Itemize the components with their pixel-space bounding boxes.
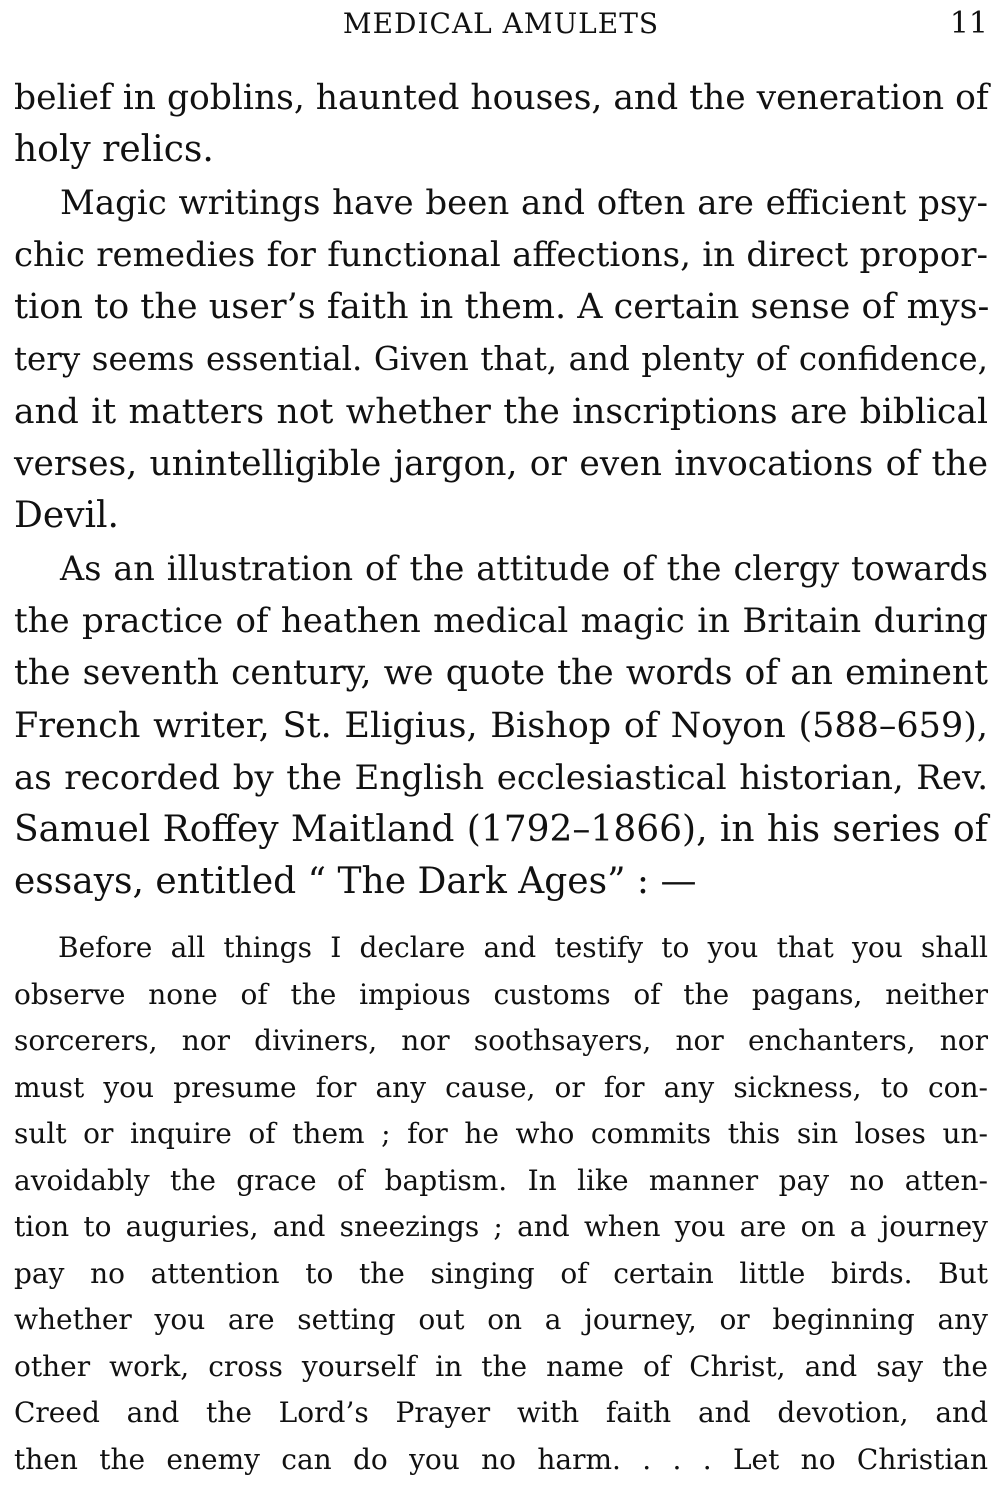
text-line: holy relics.	[14, 129, 214, 171]
quote-line: Before all things I declare and testify to you that you shall	[58, 931, 988, 964]
text-line: belief in goblins, haunted houses, and the veneration of	[14, 78, 989, 118]
text-line: the seventh century, we quote the words of an eminent	[14, 653, 988, 694]
running-title: MEDICAL AMULETS	[342, 7, 660, 40]
quote-line: observe none of the impious customs of the pagans, neither	[14, 977, 988, 1011]
text-line: tery seems essential. Given that, and plenty of confidence,	[14, 340, 988, 379]
text-line: as recorded by the English ecclesiastical historian, Rev.	[14, 757, 988, 798]
page-header	[14, 4, 988, 44]
body-text	[14, 72, 988, 909]
page-number: 11	[949, 6, 988, 41]
quote-line: pay no attention to the singing of certain little birds. But	[14, 1256, 988, 1290]
quote-line: sult or inquire of them ; for he who commits this sin loses un-	[14, 1117, 988, 1150]
text-line: the practice of heathen medical magic in Britain during	[14, 600, 988, 641]
text-line: Devil.	[14, 495, 119, 537]
text-line: French writer, St. Eligius, Bishop of Noyon (588–659),	[14, 705, 988, 746]
text-line: essays, entitled “ The Dark Ages” : —	[14, 861, 697, 903]
quote-line: tion to auguries, and sneezings ; and when you are on a journey	[14, 1210, 988, 1243]
text-line: Magic writings have been and often are efficient psy-	[60, 182, 988, 223]
quote-line: other work, cross yourself in the name of Christ, and say the	[14, 1349, 988, 1383]
quote-line: sorcerers, nor diviners, nor soothsayers, nor enchanters, nor	[14, 1024, 988, 1057]
text-line: Samuel Roffey Maitland (1792–1866), in his series of	[14, 809, 988, 851]
text-line: As an illustration of the attitude of the clergy towards	[60, 548, 988, 588]
quote-line: must you presume for any cause, or for any sickness, to con-	[14, 1070, 988, 1104]
block-quote	[14, 925, 988, 1483]
text-line: verses, unintelligible jargon, or even invocations of the	[14, 444, 988, 485]
text-line: and it matters not whether the inscriptions are biblical	[14, 391, 988, 432]
text-line: tion to the user’s faith in them. A certain sense of mys-	[14, 287, 990, 328]
quote-line: Creed and the Lord’s Prayer with faith and devotion, and	[14, 1396, 988, 1429]
quote-line: avoidably the grace of baptism. In like manner pay no atten-	[14, 1163, 988, 1197]
quote-line: then the enemy can do you no harm. . . . Let no Christian	[14, 1442, 988, 1476]
text-line: chic remedies for functional affections, in direct propor-	[14, 234, 988, 275]
quote-line: whether you are setting out on a journey, or beginning any	[14, 1303, 988, 1336]
